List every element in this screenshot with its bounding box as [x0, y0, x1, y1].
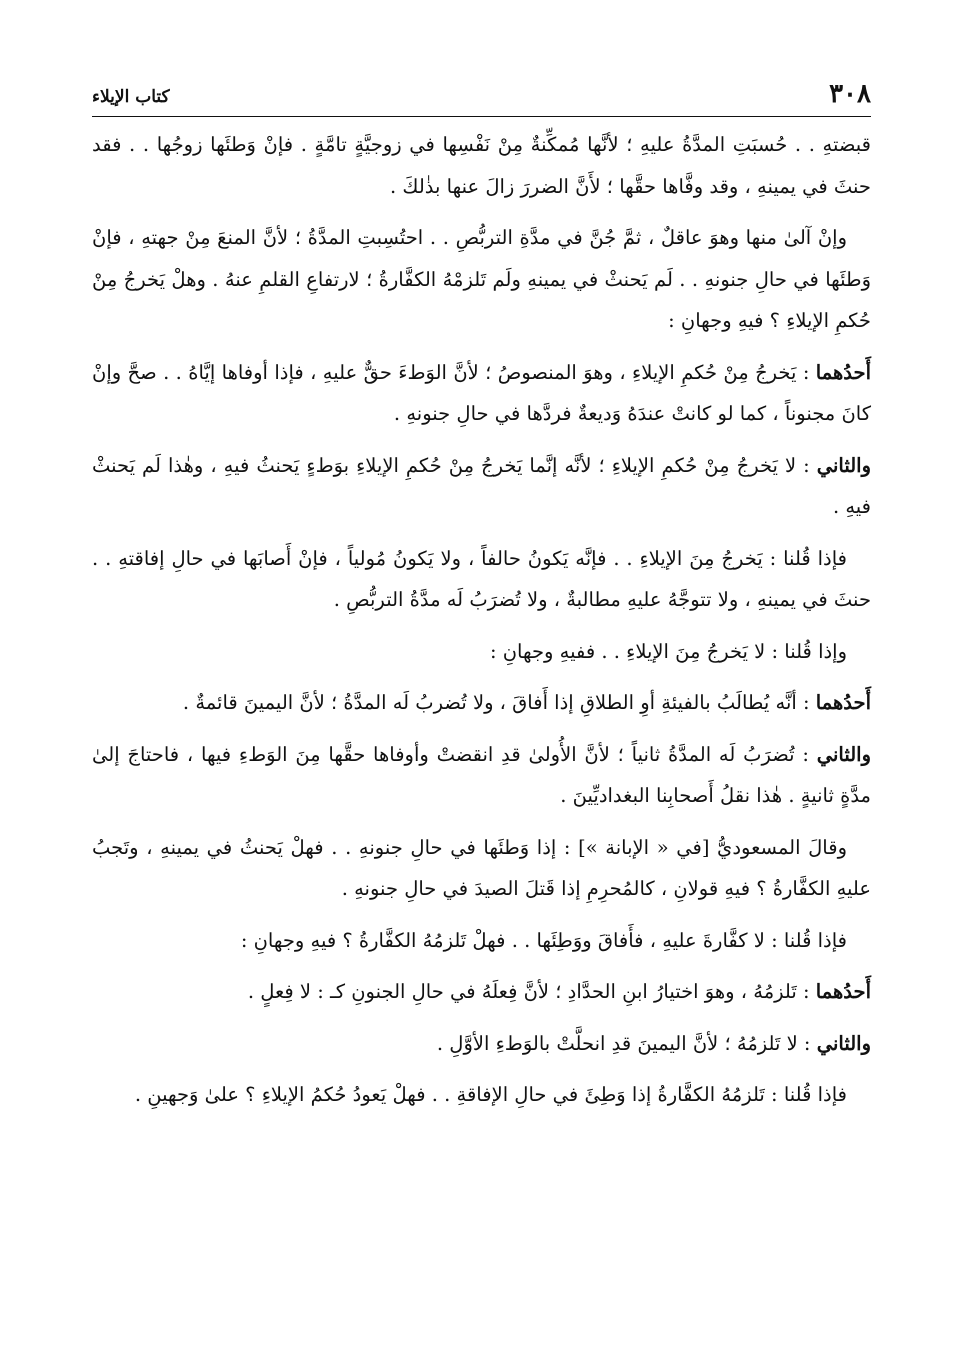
paragraph [92, 682, 871, 724]
paragraph [92, 631, 871, 673]
paragraph-text: وإنْ آلىٰ منها وهوَ عاقلٌ ، ثمَّ جُنَّ في مدَّةِ التربُّصِ . . احتُسِبتِ المدَّةُ ؛ لأنَّ المنعَ مِنْ جهتهِ ، فإنْ وَطئَها في حالِ جنونهِ . . لَم يَحنثْ في يمينهِ ولَم تَلزمْهُ الكفَّارةُ ؛ لارتفاعِ القلمِ عنهُ . وهلْ يَخرجُ مِنْ حُكمِ الإيلاءِ ؟ فيهِ وجهانِ : [92, 226, 871, 332]
paragraph-text: وإذا قُلنا : لا يَخرجُ مِنَ الإيلاءِ . . ففيهِ وجهانِ : [489, 639, 847, 663]
paragraph-text: فإذا قُلنا : تَلزمُهُ الكفَّارةُ إذا وَطِئَ في حالِ الإفاقةِ . . فهلْ يَعودُ حُكمُ الإيلاءِ ؟ علىٰ وَجهينِ . [134, 1083, 847, 1106]
paragraph [92, 827, 871, 910]
paragraph [92, 445, 871, 528]
paragraph-lead: والثاني [816, 742, 871, 766]
paragraph [92, 1074, 871, 1116]
paragraph [92, 971, 871, 1013]
paragraph-lead: أَحدُهما [815, 980, 871, 1003]
paragraph-text: : أنَّه يُطالَبُ بالفيئةِ أوِ الطلاقِ إذا أَفاقَ ، ولا تُضربُ لَه المدَّةُ ؛ لأنَّ اليمينَ قائمةٌ . [182, 691, 816, 714]
paragraph [92, 124, 871, 207]
paragraph-lead: والثاني [816, 453, 871, 477]
paragraph-text: : تَلزمُهُ ، وهوَ اختيارُ ابنِ الحدَّادِ ؛ لأنَّ فِعلَهُ في حالِ الجنونِ كـ : لا فِعلٍ . [247, 980, 816, 1003]
paragraph [92, 920, 871, 962]
paragraph [92, 217, 871, 342]
paragraph-text: : لا تَلزمُهُ ؛ لأنَّ اليمينَ قدِ انحلَّتْ بالوَطءِ الأوَّلِ . [436, 1031, 817, 1055]
paragraph-text: قبضتهِ . . حُسبَتِ المدَّةُ عليهِ ؛ لأنَّها مُمكِّنةٌ مِنْ نَفْسِها في زوجيَّةٍ تامَّةٍ . فإنْ وَطئَها زوجُها . . فقد حنثَ في يمينهِ ، وقد وفَّاها حقَّها ؛ لأَنَّ الضررَ زالَ عنها بذٰلكَ . [92, 133, 871, 198]
paragraph-text: فإذا قُلنا : يَخرجُ مِنَ الإيلاءِ . . فإنَّه يَكونُ حالفاً ، ولا يَكونُ مُولياً ، فإنْ أَصابَها في حالِ إفاقتهِ . . حنثَ في يمينهِ ، ولا تتوجَّهُ عليهِ مطالبةٌ ، ولا تُضرَبُ لَه مدَّةُ التربُّصِ . [92, 546, 871, 611]
paragraph-text: : لا يَخرجُ مِنْ حُكمِ الإيلاءِ ؛ لأنَّه إنَّما يَخرجُ مِنْ حُكمِ الإيلاءِ بوَطءٍ يَحنثُ فيهِ ، وهٰذا لَم يَحنثْ فيهِ . [92, 453, 871, 518]
paragraph-text: وقالَ المسعوديُّ [في « الإبانة »] : إذا وَطئَها في حالِ جنونهِ . . فهلْ يَحنثُ في يمينهِ ، وتَجبُ عليهِ الكفَّارةُ ؟ فيهِ قولانِ ، كالمُحرِمِ إذا قَتلَ الصيدَ في حالِ جنونهِ . [92, 835, 871, 900]
paragraph-lead: أَحدُهما [815, 360, 871, 384]
paragraph-text: فإذا قُلنا : لا كفَّارةَ عليهِ ، فأَفاقَ ووَطِئَها . . فهلْ تَلزمُهُ الكفَّارةُ ؟ فيهِ وجهانِ : [240, 928, 847, 952]
paragraph-lead: أَحدُهما [815, 691, 871, 714]
paragraph [92, 1023, 871, 1065]
page-number: ٣٠٨ [829, 79, 871, 109]
page-header [92, 72, 871, 117]
paragraph [92, 352, 871, 435]
paragraph-lead: والثاني [816, 1031, 871, 1055]
paragraph [92, 734, 871, 817]
paragraph-text: : تُضرَبُ لَه المدَّةُ ثانياً ؛ لأنَّ الأُولىٰ قدِ انقضتْ وأوفاها حقَّها مِنَ الوَطءِ فيها ، فاحتاجَ إلىٰ مدَّةٍ ثانيةٍ . هٰذا نقلُ أَصحابِنا البغداديِّينَ . [92, 742, 871, 807]
body-text [92, 124, 871, 1126]
paragraph [92, 538, 871, 621]
running-title: كتاب الإيلاء [92, 87, 170, 107]
paragraph-text: : يَخرجُ مِنْ حُكمِ الإيلاءِ ، وهوَ المنصوصُ ؛ لأنَّ الوَطءَ حقٌّ عليهِ ، فإذا أوفاها إيَّاهُ . . صحَّ وإنْ كانَ مجنوناً ، كما لو كانتْ عندَهُ وَديعةٌ فردَّها في حالِ جنونهِ . [92, 360, 871, 425]
